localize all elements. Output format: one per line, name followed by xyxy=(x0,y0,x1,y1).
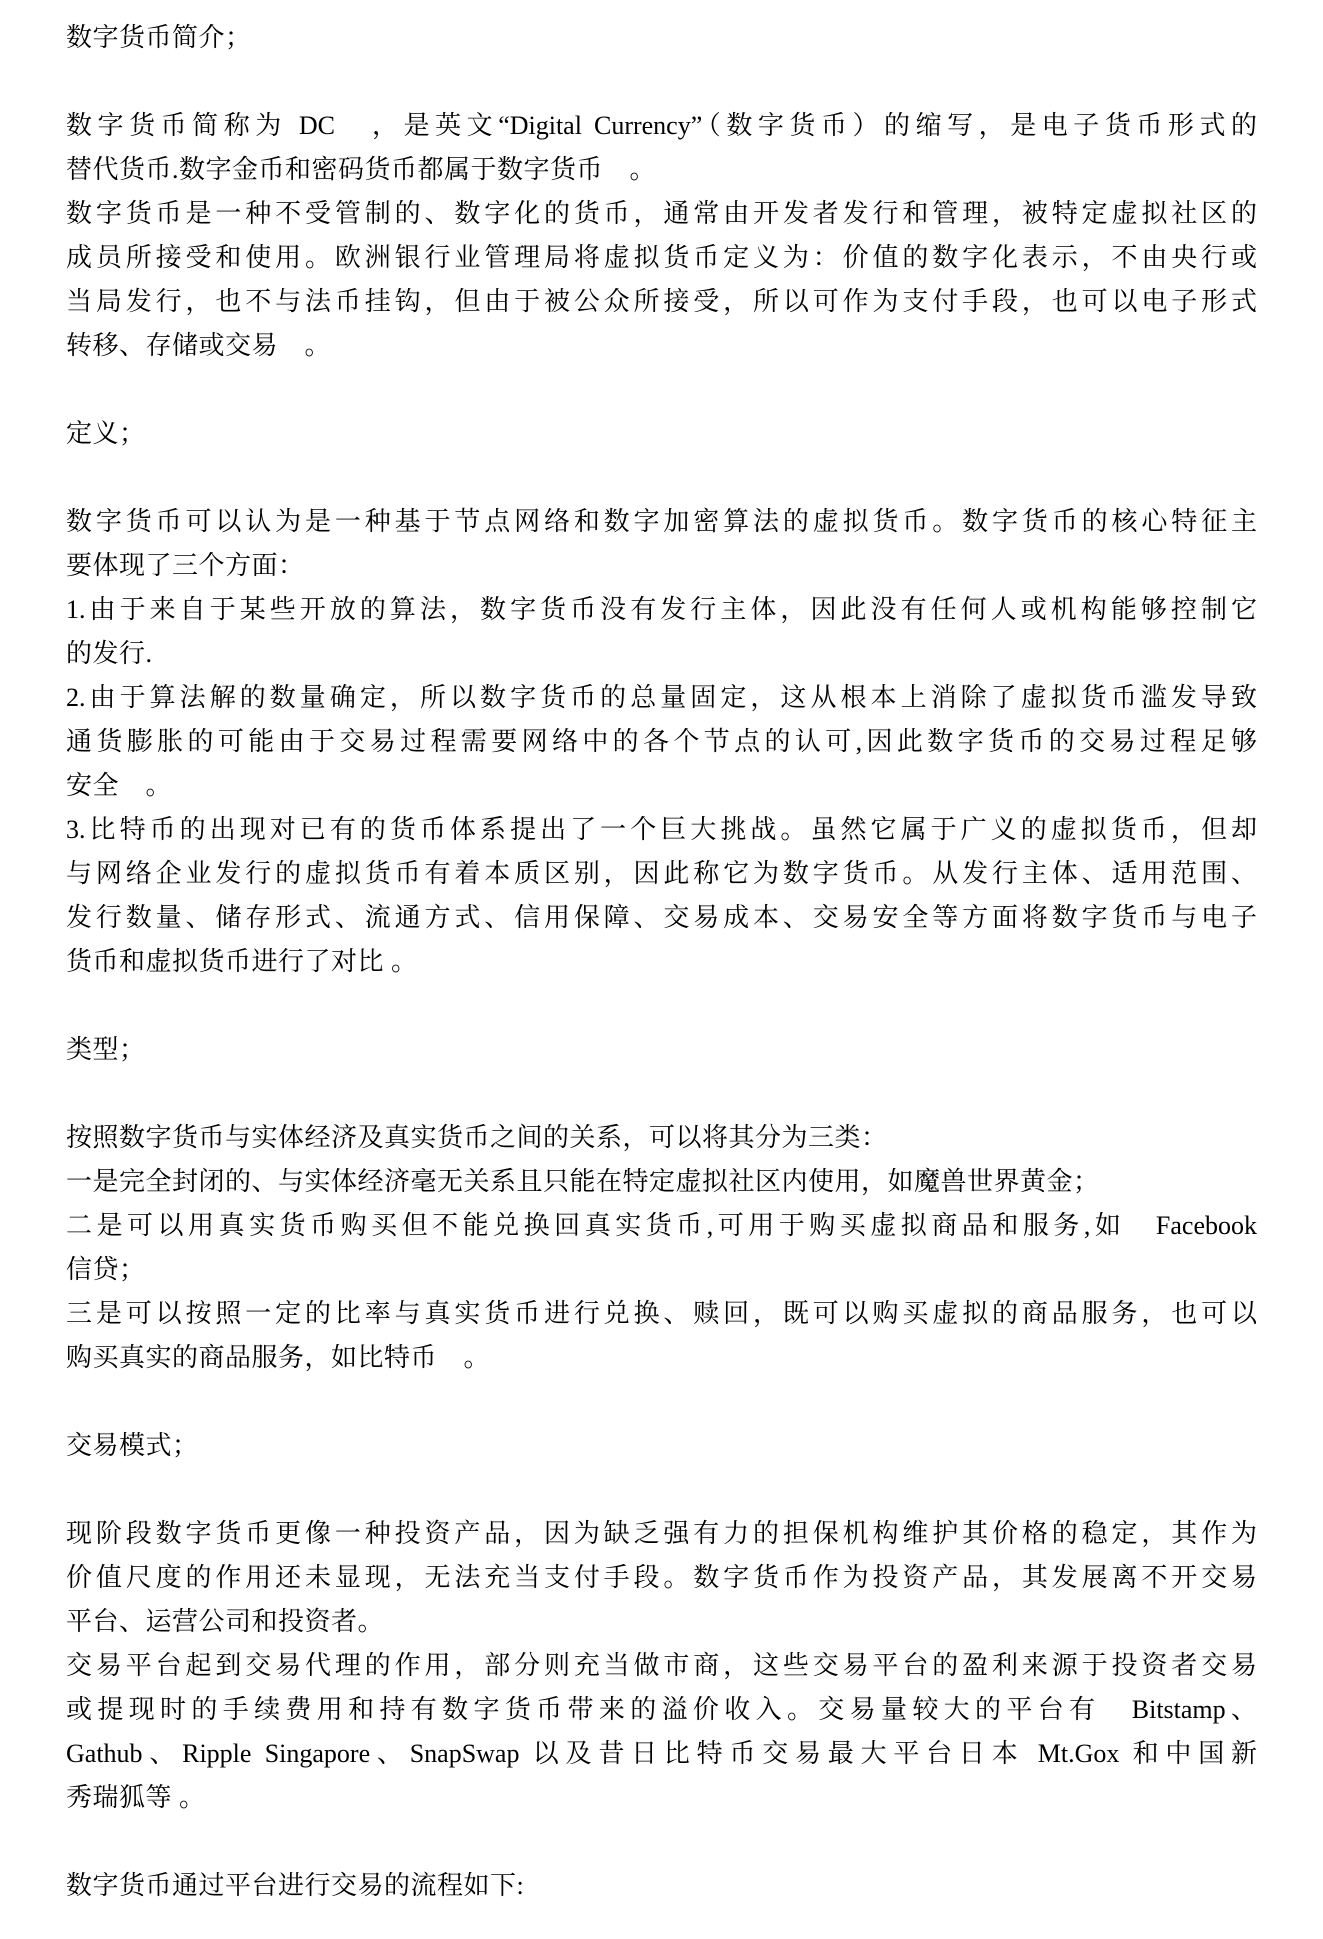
text-line: 现阶段数字货币更像一种投资产品，因为缺乏强有力的担保机构维护其价格的稳定，其作为 xyxy=(66,1519,1257,1548)
text-line: 或提现时的手续费用和持有数字货币带来的溢价收入。交易量较大的平台有 Bitstamp、 xyxy=(66,1695,1257,1724)
blank-line xyxy=(66,984,1257,1028)
text-line: 转移、存储或交易 。 xyxy=(66,331,332,360)
text-line: 成员所接受和使用。欧洲银行业管理局将虚拟货币定义为：价值的数字化表示，不由央行或 xyxy=(66,243,1257,272)
blank-line xyxy=(66,1820,1257,1864)
text-line: 信贷； xyxy=(66,1255,146,1284)
text-line: 按照数字货币与实体经济及真实货币之间的关系，可以将其分为三类： xyxy=(66,1123,888,1152)
blank-line xyxy=(66,60,1257,104)
text-line: Gathub、Ripple Singapore、SnapSwap 以及昔日比特币交易最大平台日本 Mt.Gox 和中国新 xyxy=(66,1739,1257,1768)
text-line: 与网络企业发行的虚拟货币有着本质区别，因此称它为数字货币。从发行主体、适用范围、 xyxy=(66,859,1257,888)
section-heading: 类型； xyxy=(66,1035,146,1064)
section-heading: 交易模式； xyxy=(66,1431,199,1460)
text-line: 二是可以用真实货币购买但不能兑换回真实货币,可用于购买虚拟商品和服务,如 Facebook xyxy=(66,1211,1257,1240)
blank-line xyxy=(66,1468,1257,1512)
section-heading: 定义； xyxy=(66,419,146,448)
text-line: 交易平台起到交易代理的作用，部分则充当做市商，这些交易平台的盈利来源于投资者交易 xyxy=(66,1651,1257,1680)
blank-line xyxy=(66,368,1257,412)
text-line: 平台、运营公司和投资者。 xyxy=(66,1607,385,1636)
text-line: 数字货币是一种不受管制的、数字化的货币，通常由开发者发行和管理，被特定虚拟社区的 xyxy=(66,199,1257,228)
text-line: 一是完全封闭的、与实体经济毫无关系且只能在特定虚拟社区内使用，如魔兽世界黄金； xyxy=(66,1167,1100,1196)
blank-line xyxy=(66,1072,1257,1116)
text-line: 1.由于来自于某些开放的算法，数字货币没有发行主体，因此没有任何人或机构能够控制它 xyxy=(66,595,1257,624)
text-line: 通货膨胀的可能由于交易过程需要网络中的各个节点的认可,因此数字货币的交易过程足够 xyxy=(66,727,1257,756)
text-line: 安全 。 xyxy=(66,771,173,800)
text-line: 价值尺度的作用还未显现，无法充当支付手段。数字货币作为投资产品，其发展离不开交易 xyxy=(66,1563,1257,1592)
blank-line xyxy=(66,456,1257,500)
text-line: 三是可以按照一定的比率与真实货币进行兑换、赎回，既可以购买虚拟的商品服务，也可以 xyxy=(66,1299,1257,1328)
text-line: 数字货币通过平台进行交易的流程如下: xyxy=(66,1871,525,1900)
text-line: 货币和虚拟货币进行了对比 。 xyxy=(66,947,418,976)
text-line: 发行数量、储存形式、流通方式、信用保障、交易成本、交易安全等方面将数字货币与电子 xyxy=(66,903,1257,932)
text-line: 当局发行，也不与法币挂钩，但由于被公众所接受，所以可作为支付手段，也可以电子形式 xyxy=(66,287,1257,316)
blank-line xyxy=(66,1380,1257,1424)
text-line: 的发行. xyxy=(66,639,153,668)
section-heading: 数字货币简介； xyxy=(66,23,252,52)
text-line: 替代货币.数字金币和密码货币都属于数字货币 。 xyxy=(66,155,657,184)
text-line: 3.比特币的出现对已有的货币体系提出了一个巨大挑战。虽然它属于广义的虚拟货币，但却 xyxy=(66,815,1257,844)
text-line: 秀瑞狐等 。 xyxy=(66,1783,206,1812)
text-line: 要体现了三个方面： xyxy=(66,551,305,580)
text-line: 购买真实的商品服务，如比特币 。 xyxy=(66,1343,491,1372)
text-line: 2.由于算法解的数量确定，所以数字货币的总量固定，这从根本上消除了虚拟货币滥发导致 xyxy=(66,683,1257,712)
text-line: 数字货币简称为 DC ，是英文“Digital Currency”（数字货币）的缩写，是电子货币形式的 xyxy=(66,111,1257,140)
text-line: 数字货币可以认为是一种基于节点网络和数字加密算法的虚拟货币。数字货币的核心特征主 xyxy=(66,507,1257,536)
